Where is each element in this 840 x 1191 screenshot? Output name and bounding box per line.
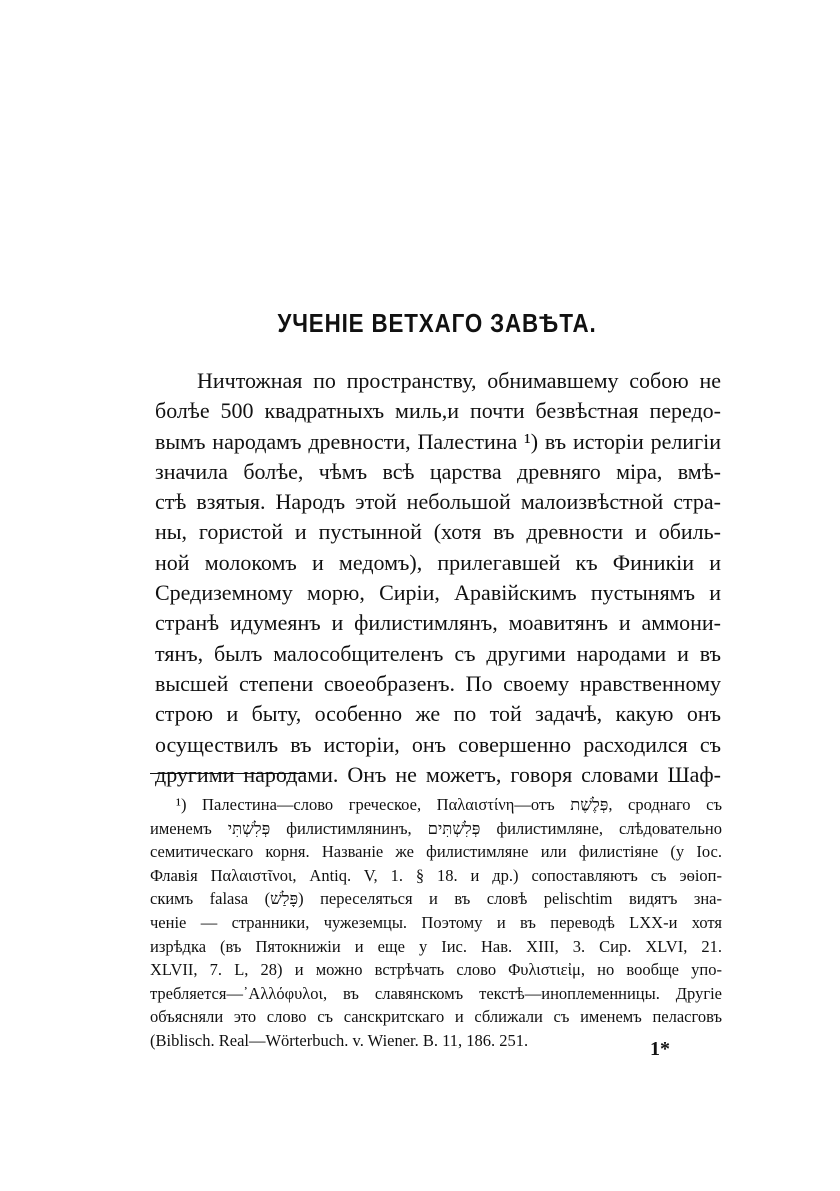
text-line: другими народами. Онъ не можетъ, говоря словами Шаф- [155, 761, 721, 787]
text-line: значила болѣе, чѣмъ всѣ царства древняго міра, вмѣ- [155, 458, 721, 484]
main-text [155, 366, 721, 790]
text-line: осуществилъ въ исторіи, онъ совершенно расходился съ [155, 731, 721, 757]
footnote-line: Флавія Παλαιστῖνοι, Antiq. V, 1. § 18. и др.) сопоставляютъ съ эѳіоп- [150, 865, 722, 885]
footnote-line: (Biblisch. Real—Wörterbuch. v. Wiener. B. 11, 186. 251. [150, 1030, 529, 1050]
text-line: Средиземному морю, Сиріи, Аравійскимъ пустынямъ и [155, 580, 721, 606]
text-line: вымъ народамъ древности, Палестина ¹) въ исторіи религіи [155, 428, 721, 454]
text-line: высшей степени своеобразенъ. По своему нравственному [155, 670, 721, 696]
footnote-line: скимъ falasa (פָּלַשׁ) переселяться и въ словѣ pelischtim видятъ зна- [150, 889, 722, 909]
page-title: УЧЕНІЕ ВЕТХАГО ЗАВѢТА. [277, 308, 597, 338]
footnote-line: ченіе — странники, чужеземцы. Поэтому и въ переводѣ LXX-и хотя [150, 912, 722, 932]
text-line: тянъ, былъ малособщителенъ съ другими народами и въ [155, 640, 721, 666]
footnote-divider [150, 773, 306, 774]
footnote-line: семитическаго корня. Названіе же филистимляне или филистіяне (у Іос. [150, 842, 722, 862]
footnote-line: требляется—᾽Αλλόφυλοι, въ славянскомъ текстѣ—иноплеменницы. Другіе [150, 983, 722, 1003]
footnote-line: изрѣдка (въ Пятокнижіи и еще у Іис. Нав. XIII, 3. Сир. XLVI, 21. [150, 936, 722, 956]
footnote [150, 793, 722, 1053]
text-line: строю и быту, особенно же по той задачѣ, какую онъ [155, 701, 721, 727]
footnote-line: именемъ פְּלִשְׁתִּי филистимлянинъ, פְּלִשְׁתִּים филистимляне, слѣдовательно [150, 818, 722, 838]
text-line: болѣе 500 квадратныхъ миль,и почти безвѣстная передо- [155, 398, 721, 424]
text-line: стѣ взятыя. Народъ этой небольшой малоизвѣстной стра- [155, 489, 721, 515]
footnote-line: ¹) Палестина—слово греческое, Παλαιστίνη—отъ פְּלֶשֶׁת, сроднаго съ [176, 795, 722, 814]
text-line: Ничтожная по пространству, обнимавшему собою не [197, 368, 721, 393]
footnote-line: XLVII, 7. L, 28) и можно встрѣчать слово Φυλιστιεἰμ, но вообще упо- [150, 960, 722, 980]
text-line: ны, гористой и пустынной (хотя въ древности и обиль- [155, 519, 721, 545]
text-line: странѣ идумеянъ и филистимлянъ, моавитянъ и аммони- [155, 610, 721, 636]
footnote-line: объясняли это слово съ санскритскаго и сближали съ именемъ пеласговъ [150, 1007, 722, 1027]
text-line: ной молокомъ и медомъ), прилегавшей къ Финикіи и [155, 549, 721, 575]
signature-mark: 1* [650, 1038, 670, 1060]
